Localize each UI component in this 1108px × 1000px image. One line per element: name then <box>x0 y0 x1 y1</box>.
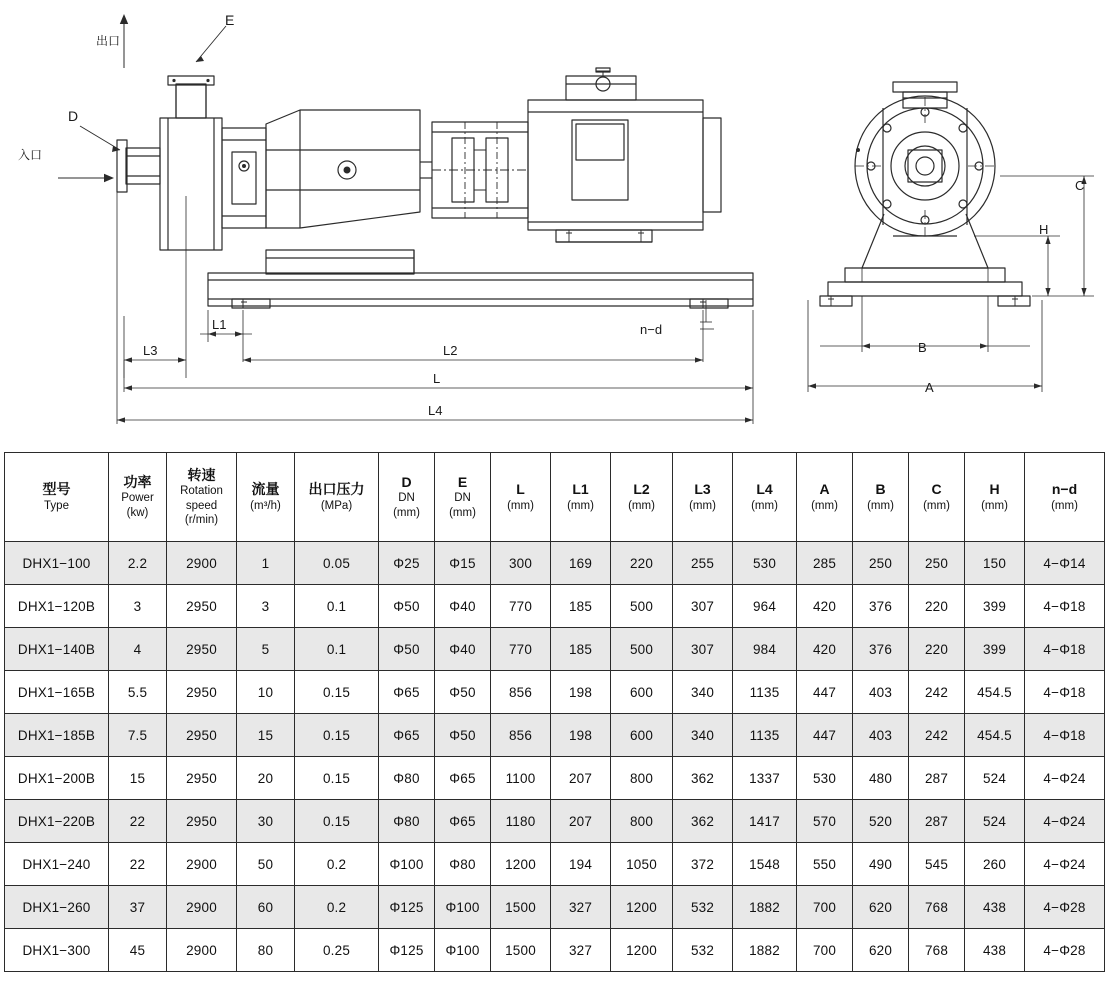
table-cell: 0.2 <box>295 843 379 886</box>
col-header-e: E DN (mm) <box>435 453 491 542</box>
inlet-label: 入口 <box>18 148 43 162</box>
table-cell: Φ100 <box>379 843 435 886</box>
table-cell: 4−Φ18 <box>1025 714 1105 757</box>
table-cell: 1882 <box>733 886 797 929</box>
dim-l4-label: L4 <box>428 403 443 418</box>
table-cell: 700 <box>797 886 853 929</box>
table-cell: 0.1 <box>295 585 379 628</box>
table-cell: 620 <box>853 886 909 929</box>
table-cell: 600 <box>611 714 673 757</box>
col-header-l: L (mm) <box>491 453 551 542</box>
dim-nd-label: n−d <box>640 322 663 337</box>
table-cell: 198 <box>551 714 611 757</box>
table-cell: 768 <box>909 886 965 929</box>
table-cell: 4−Φ24 <box>1025 843 1105 886</box>
table-cell: 4−Φ24 <box>1025 800 1105 843</box>
table-cell: 438 <box>965 929 1025 972</box>
cell-model: DHX1−200B <box>5 757 109 800</box>
spec-table-container <box>4 452 1104 972</box>
table-cell: 1200 <box>611 886 673 929</box>
table-cell: 524 <box>965 757 1025 800</box>
table-cell: 307 <box>673 585 733 628</box>
table-cell: 0.1 <box>295 628 379 671</box>
table-cell: 1100 <box>491 757 551 800</box>
table-cell: 2950 <box>167 671 237 714</box>
table-cell: 1882 <box>733 929 797 972</box>
table-cell: 524 <box>965 800 1025 843</box>
table-cell: Φ50 <box>435 671 491 714</box>
table-cell: 2.2 <box>109 542 167 585</box>
table-cell: Φ100 <box>435 886 491 929</box>
table-cell: 1180 <box>491 800 551 843</box>
table-cell: Φ100 <box>435 929 491 972</box>
table-cell: 0.15 <box>295 671 379 714</box>
dim-l2-label: L2 <box>443 343 458 358</box>
table-row <box>5 929 1105 972</box>
table-cell: 600 <box>611 671 673 714</box>
col-header-c: C (mm) <box>909 453 965 542</box>
table-cell: 438 <box>965 886 1025 929</box>
cell-model: DHX1−185B <box>5 714 109 757</box>
table-cell: 856 <box>491 671 551 714</box>
table-cell: 620 <box>853 929 909 972</box>
cell-model: DHX1−120B <box>5 585 109 628</box>
table-cell: 964 <box>733 585 797 628</box>
col-header-type: 型号 Type <box>5 453 109 542</box>
table-row <box>5 714 1105 757</box>
outlet-label: 出口 <box>96 34 121 48</box>
table-cell: 5.5 <box>109 671 167 714</box>
table-cell: 399 <box>965 585 1025 628</box>
table-cell: 530 <box>797 757 853 800</box>
table-cell: 700 <box>797 929 853 972</box>
table-cell: 307 <box>673 628 733 671</box>
table-cell: 0.25 <box>295 929 379 972</box>
table-cell: 4−Φ28 <box>1025 929 1105 972</box>
table-cell: Φ80 <box>379 757 435 800</box>
table-cell: 1050 <box>611 843 673 886</box>
dim-l3-label: L3 <box>143 343 158 358</box>
table-cell: 285 <box>797 542 853 585</box>
table-cell: 327 <box>551 929 611 972</box>
table-cell: 30 <box>237 800 295 843</box>
col-header-h: H (mm) <box>965 453 1025 542</box>
col-header-b: B (mm) <box>853 453 909 542</box>
cell-model: DHX1−140B <box>5 628 109 671</box>
table-cell: 4−Φ18 <box>1025 671 1105 714</box>
table-cell: 10 <box>237 671 295 714</box>
table-cell: 2950 <box>167 628 237 671</box>
cell-model: DHX1−240 <box>5 843 109 886</box>
table-cell: 454.5 <box>965 671 1025 714</box>
drawing-svg <box>0 0 1108 448</box>
cell-model: DHX1−220B <box>5 800 109 843</box>
table-row <box>5 886 1105 929</box>
col-header-l3: L3 (mm) <box>673 453 733 542</box>
table-cell: 856 <box>491 714 551 757</box>
table-cell: 5 <box>237 628 295 671</box>
cell-model: DHX1−260 <box>5 886 109 929</box>
table-cell: 770 <box>491 585 551 628</box>
col-header-d: D DN (mm) <box>379 453 435 542</box>
table-row <box>5 585 1105 628</box>
table-cell: Φ65 <box>379 671 435 714</box>
table-cell: 4 <box>109 628 167 671</box>
table-cell: 1135 <box>733 671 797 714</box>
table-cell: 1200 <box>611 929 673 972</box>
col-header-rotation-speed: 转速 Rotation speed (r/min) <box>167 453 237 542</box>
cell-model: DHX1−100 <box>5 542 109 585</box>
table-cell: 490 <box>853 843 909 886</box>
table-cell: 2950 <box>167 757 237 800</box>
col-header-power: 功率 Power (kw) <box>109 453 167 542</box>
dim-b-label: B <box>918 340 927 355</box>
table-cell: 520 <box>853 800 909 843</box>
table-cell: 362 <box>673 757 733 800</box>
table-cell: 376 <box>853 585 909 628</box>
table-cell: 22 <box>109 800 167 843</box>
table-cell: 800 <box>611 757 673 800</box>
table-cell: 220 <box>611 542 673 585</box>
table-cell: 3 <box>237 585 295 628</box>
table-cell: Φ65 <box>435 800 491 843</box>
table-cell: 768 <box>909 929 965 972</box>
table-cell: 1500 <box>491 886 551 929</box>
spec-table <box>4 452 1105 972</box>
dim-c-label: C <box>1075 178 1085 193</box>
table-cell: 403 <box>853 714 909 757</box>
cell-model: DHX1−165B <box>5 671 109 714</box>
table-cell: 800 <box>611 800 673 843</box>
col-header-l1: L1 (mm) <box>551 453 611 542</box>
table-cell: 532 <box>673 886 733 929</box>
table-cell: 242 <box>909 714 965 757</box>
table-cell: 447 <box>797 671 853 714</box>
table-cell: 372 <box>673 843 733 886</box>
table-cell: 287 <box>909 800 965 843</box>
table-cell: 198 <box>551 671 611 714</box>
table-cell: 0.05 <box>295 542 379 585</box>
table-cell: 550 <box>797 843 853 886</box>
table-row <box>5 628 1105 671</box>
table-cell: 250 <box>853 542 909 585</box>
table-cell: 0.2 <box>295 886 379 929</box>
col-header-nd: n−d (mm) <box>1025 453 1105 542</box>
table-row <box>5 542 1105 585</box>
table-cell: 545 <box>909 843 965 886</box>
table-cell: 1200 <box>491 843 551 886</box>
col-header-a: A (mm) <box>797 453 853 542</box>
table-cell: Φ125 <box>379 886 435 929</box>
table-cell: Φ50 <box>379 628 435 671</box>
table-cell: 50 <box>237 843 295 886</box>
table-cell: 0.15 <box>295 714 379 757</box>
table-cell: 45 <box>109 929 167 972</box>
table-cell: 7.5 <box>109 714 167 757</box>
dim-l-label: L <box>433 371 441 386</box>
table-cell: 287 <box>909 757 965 800</box>
table-cell: 185 <box>551 585 611 628</box>
table-cell: 376 <box>853 628 909 671</box>
table-cell: Φ80 <box>379 800 435 843</box>
table-cell: 530 <box>733 542 797 585</box>
table-cell: 532 <box>673 929 733 972</box>
table-cell: 4−Φ24 <box>1025 757 1105 800</box>
table-cell: Φ40 <box>435 585 491 628</box>
table-cell: 260 <box>965 843 1025 886</box>
table-cell: 4−Φ28 <box>1025 886 1105 929</box>
table-cell: 0.15 <box>295 757 379 800</box>
table-cell: 250 <box>909 542 965 585</box>
table-cell: Φ25 <box>379 542 435 585</box>
table-cell: 2950 <box>167 585 237 628</box>
table-cell: 185 <box>551 628 611 671</box>
table-cell: 1 <box>237 542 295 585</box>
table-cell: 60 <box>237 886 295 929</box>
table-cell: 480 <box>853 757 909 800</box>
table-cell: 3 <box>109 585 167 628</box>
dim-a-label: A <box>925 380 934 395</box>
table-cell: Φ65 <box>379 714 435 757</box>
table-cell: Φ50 <box>435 714 491 757</box>
table-cell: Φ65 <box>435 757 491 800</box>
table-cell: 1417 <box>733 800 797 843</box>
table-cell: 570 <box>797 800 853 843</box>
table-body <box>5 542 1105 972</box>
table-cell: 984 <box>733 628 797 671</box>
table-cell: 150 <box>965 542 1025 585</box>
table-cell: 4−Φ14 <box>1025 542 1105 585</box>
table-cell: 454.5 <box>965 714 1025 757</box>
table-cell: 2950 <box>167 800 237 843</box>
table-row <box>5 800 1105 843</box>
table-cell: 1337 <box>733 757 797 800</box>
table-row <box>5 757 1105 800</box>
table-cell: 2950 <box>167 714 237 757</box>
table-cell: 399 <box>965 628 1025 671</box>
table-cell: 340 <box>673 671 733 714</box>
table-cell: 20 <box>237 757 295 800</box>
table-cell: 770 <box>491 628 551 671</box>
col-header-flow: 流量 (m³/h) <box>237 453 295 542</box>
dim-h-label: H <box>1039 222 1049 237</box>
table-cell: 37 <box>109 886 167 929</box>
table-cell: 1548 <box>733 843 797 886</box>
table-cell: 403 <box>853 671 909 714</box>
table-cell: 15 <box>237 714 295 757</box>
table-cell: 0.15 <box>295 800 379 843</box>
table-cell: 2900 <box>167 886 237 929</box>
table-cell: 340 <box>673 714 733 757</box>
table-cell: 80 <box>237 929 295 972</box>
col-header-outlet-pressure: 出口压力 (MPa) <box>295 453 379 542</box>
table-cell: 420 <box>797 628 853 671</box>
table-cell: 169 <box>551 542 611 585</box>
table-cell: 207 <box>551 800 611 843</box>
d-callout-label: D <box>68 108 79 124</box>
col-header-l2: L2 (mm) <box>611 453 673 542</box>
e-callout-label: E <box>225 12 235 28</box>
table-cell: 447 <box>797 714 853 757</box>
dim-l1-label: L1 <box>212 317 227 332</box>
table-cell: 2900 <box>167 843 237 886</box>
table-cell: 300 <box>491 542 551 585</box>
table-cell: 362 <box>673 800 733 843</box>
table-row <box>5 843 1105 886</box>
table-cell: 242 <box>909 671 965 714</box>
table-cell: 500 <box>611 628 673 671</box>
table-cell: 1135 <box>733 714 797 757</box>
table-header-row <box>5 453 1105 542</box>
table-cell: Φ50 <box>379 585 435 628</box>
table-cell: 2900 <box>167 929 237 972</box>
table-cell: Φ125 <box>379 929 435 972</box>
table-cell: 194 <box>551 843 611 886</box>
table-cell: 500 <box>611 585 673 628</box>
table-cell: 327 <box>551 886 611 929</box>
table-cell: 220 <box>909 585 965 628</box>
table-cell: 2900 <box>167 542 237 585</box>
table-cell: Φ15 <box>435 542 491 585</box>
table-cell: 15 <box>109 757 167 800</box>
table-cell: Φ40 <box>435 628 491 671</box>
table-cell: 420 <box>797 585 853 628</box>
pump-assembly-drawing <box>0 0 1108 448</box>
table-cell: 220 <box>909 628 965 671</box>
cell-model: DHX1−300 <box>5 929 109 972</box>
table-cell: 22 <box>109 843 167 886</box>
col-header-l4: L4 (mm) <box>733 453 797 542</box>
table-row <box>5 671 1105 714</box>
table-cell: Φ80 <box>435 843 491 886</box>
table-cell: 1500 <box>491 929 551 972</box>
table-cell: 4−Φ18 <box>1025 628 1105 671</box>
table-cell: 207 <box>551 757 611 800</box>
table-cell: 255 <box>673 542 733 585</box>
table-cell: 4−Φ18 <box>1025 585 1105 628</box>
